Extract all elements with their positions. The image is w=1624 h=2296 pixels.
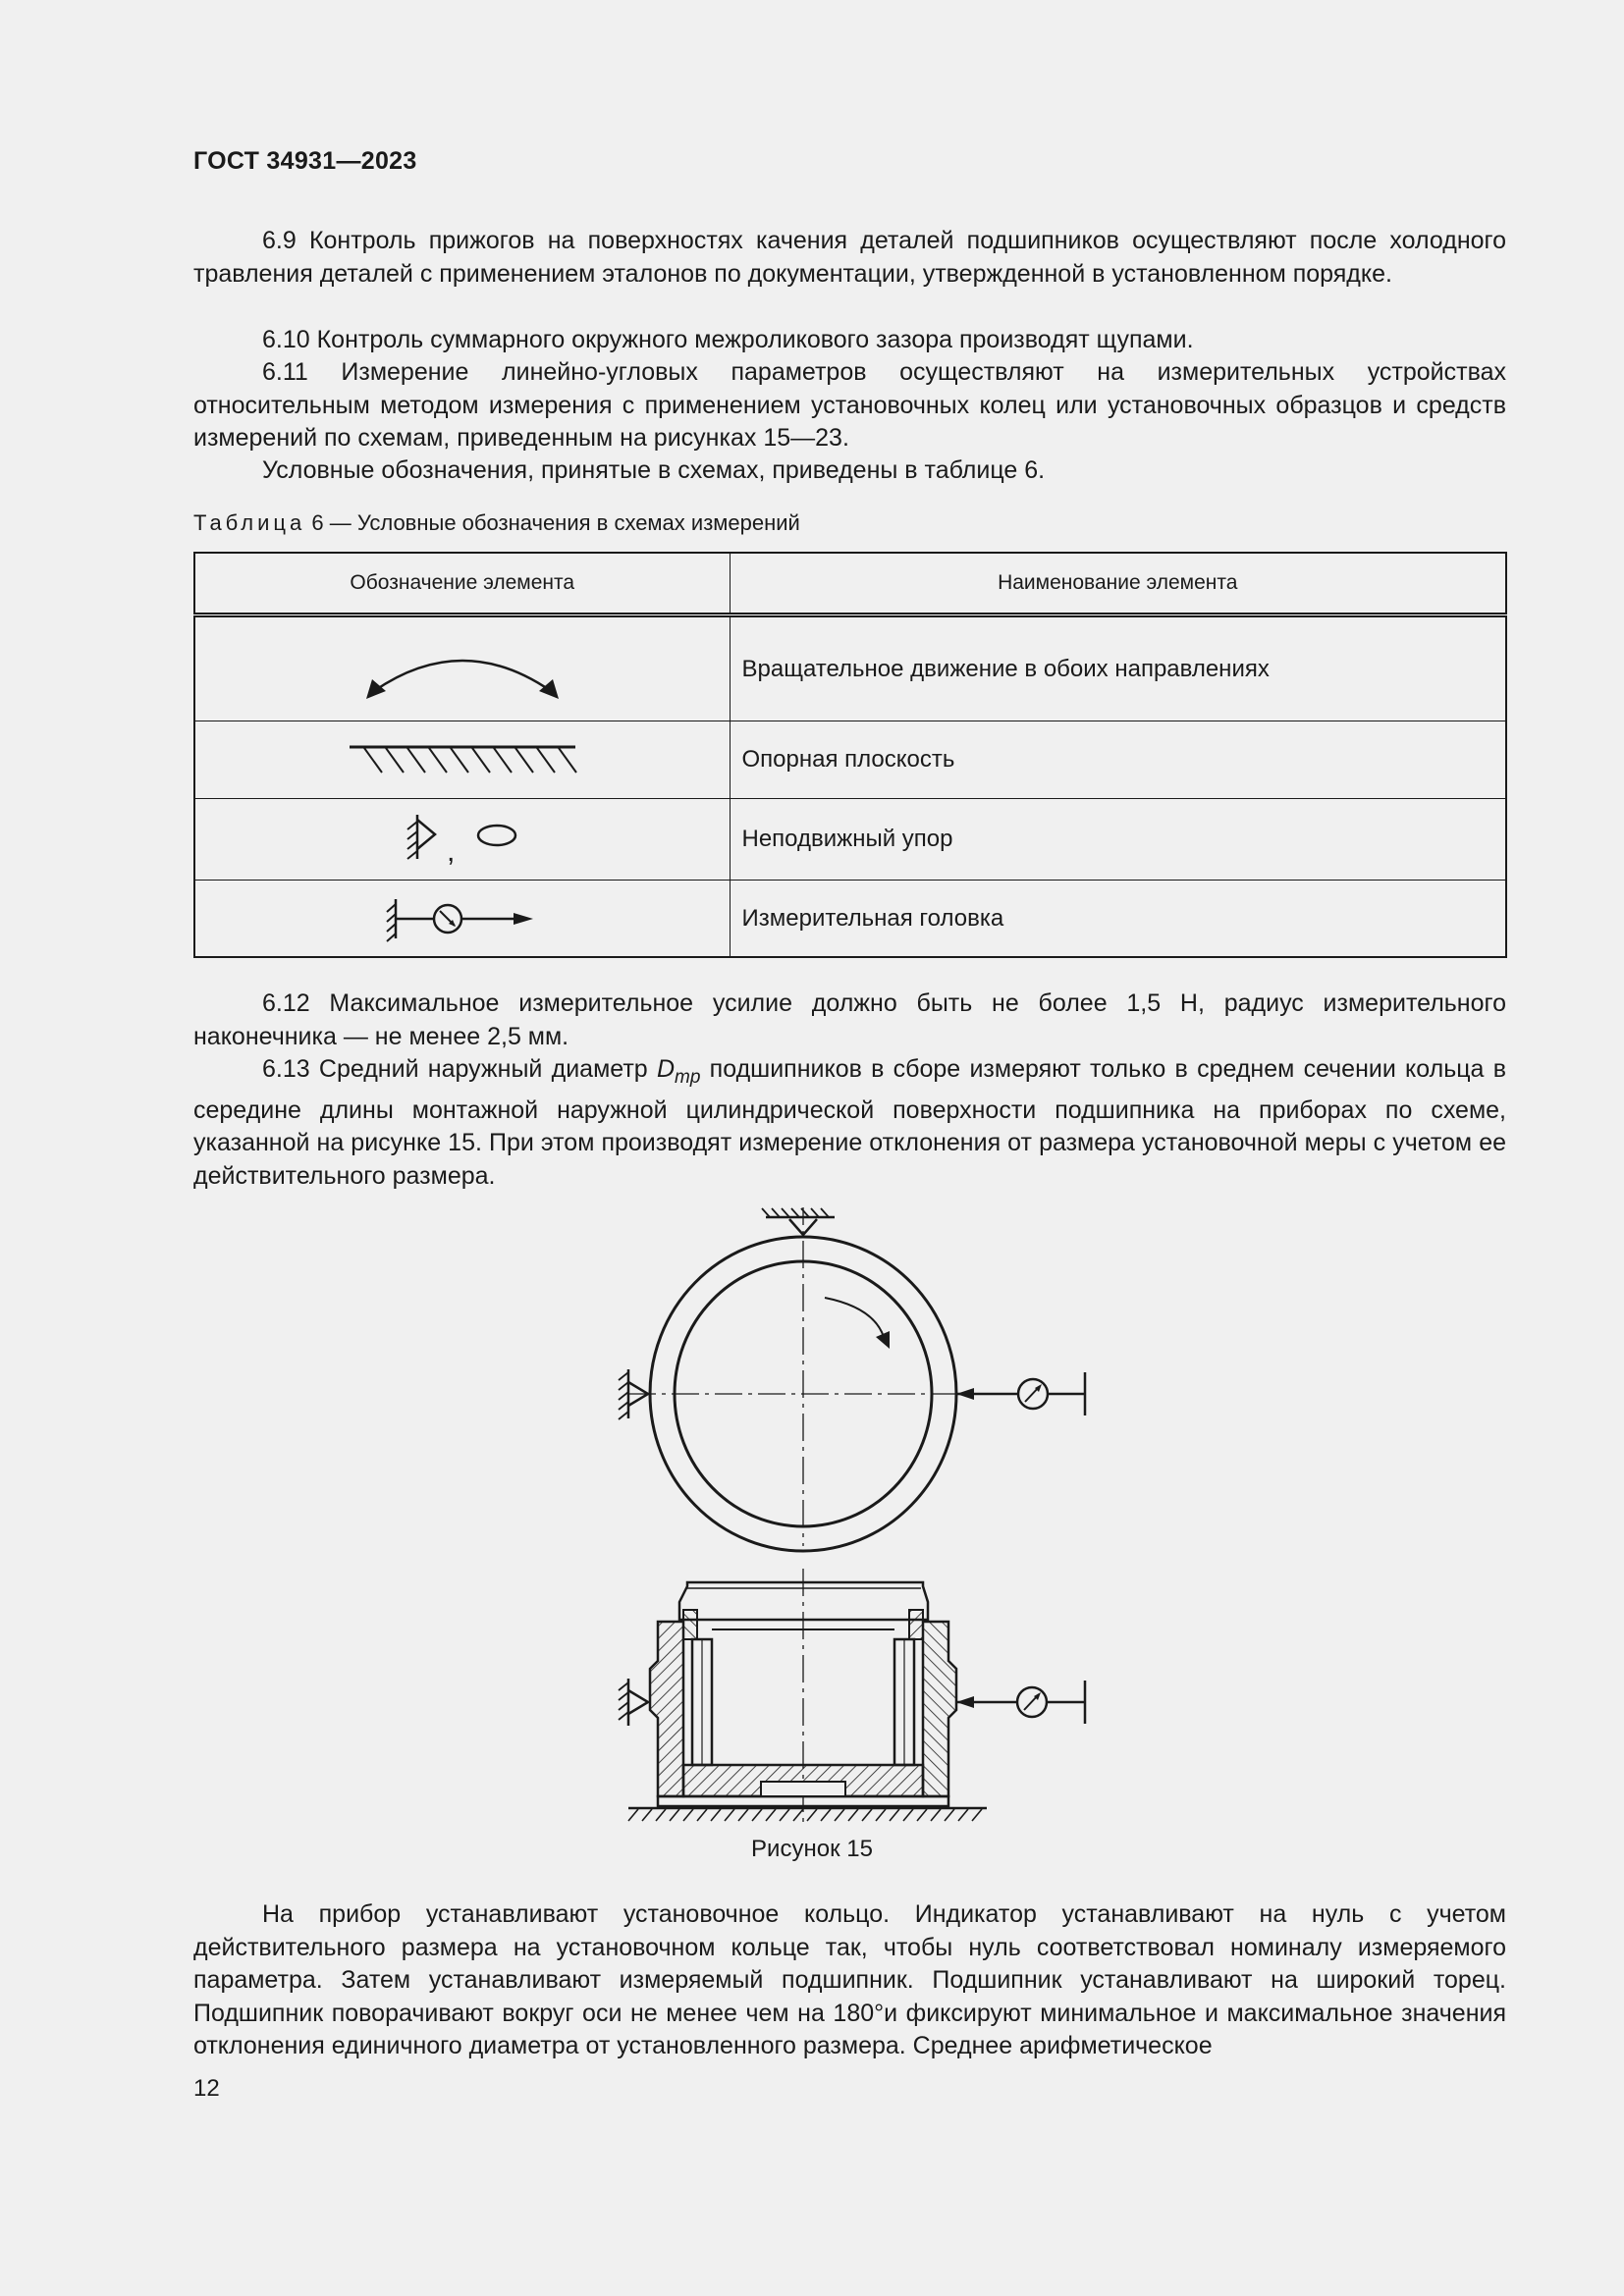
paragraph-6-13-end: подшипников в сборе измеряют только в среднем сечении кольца в середине длины монтажной наружной цилиндрической поверхности подшипника на приборах по схеме, указанной на рисунке 15. При этом производят измерение отклонения от размера установочной меры с учетом ее действительного размера. [193,1055,1506,1190]
table-header-name: Наименование элемента [730,553,1506,615]
table-row [194,615,1506,721]
symbol-d: D [656,1055,676,1083]
figure-15 [589,1207,1119,1831]
table-cell-name: Неподвижный упор [730,799,1506,881]
paragraph-6-10: 6.10 Контроль суммарного окружного межроликового зазора производят щупами. [262,326,1194,353]
rotation-both-directions-symbol [194,615,730,721]
table-row [194,721,1506,799]
paragraph-procedure: На прибор устанавливают установочное кольцо. Индикатор устанавливают на нуль с учетом действительного размера на установочном кольце так, чтобы нуль соответствовал номиналу измеряемого параметра. Затем устанавливают измеряемый подшипник. Подшипник устанавливают на широкий торец. Подшипник поворачивают вокруг оси не менее чем на 180°и фиксируют минимальное и максимальное значения отклонения единичного диаметра от установленного размера. Среднее арифметическое [193,1900,1506,2059]
measuring-head-symbol [194,881,730,957]
table-cell-name: Опорная плоскость [730,721,1506,799]
document-header: ГОСТ 34931—2023 [193,147,417,175]
fixed-stop-symbol [194,799,730,881]
support-plane-symbol [194,721,730,799]
paragraph-6-9: 6.9 Контроль прижогов на поверхностях качения деталей подшипников осуществляют после холодного травления деталей с применением эталонов по документации, утвержденной в установленном порядке. [193,227,1506,288]
table-caption-text: 6 — Условные обозначения в схемах измерений [311,510,800,535]
table-row [194,799,1506,881]
table-header-symbol: Обозначение элемента [194,553,730,615]
bearing-section-view [619,1569,1085,1826]
table-caption-word: Таблица [193,510,306,535]
paragraph-6-11: 6.11 Измерение линейно-угловых параметров осуществляют на измерительных устройствах относительным методом измерения с применением установочных колец или установочных образцов и средств измерений по схемам, приведенным на рисунках 15—23. [193,358,1506,452]
top-support-icon [762,1208,835,1235]
bearing-measurement-diagram [589,1207,1119,1826]
table-caption [193,510,800,536]
figure-caption: Рисунок 15 [751,1836,873,1862]
paragraph-legend-ref: Условные обозначения, принятые в схемах, приведены в таблице 6. [262,456,1046,484]
paragraph-6-13-start: 6.13 Средний наружный диаметр [262,1055,657,1083]
table-header-row [194,553,1506,615]
paragraph-6-13 [193,1053,1506,1193]
page-number: 12 [193,2075,220,2102]
symbol-d-subscript: mp [675,1067,701,1088]
paragraph-6-12: 6.12 Максимальное измерительное усилие должно быть не более 1,5 Н, радиус измерительного наконечника — не менее 2,5 мм. [193,989,1506,1050]
table-cell-name: Измерительная головка [730,881,1506,957]
table-cell-name: Вращательное движение в обоих направлениях [730,615,1506,721]
legend-table-container [193,552,1507,958]
legend-table [193,552,1507,958]
measuring-head-icon [956,1372,1085,1415]
svg-text:,: , [446,835,456,869]
table-row [194,881,1506,957]
